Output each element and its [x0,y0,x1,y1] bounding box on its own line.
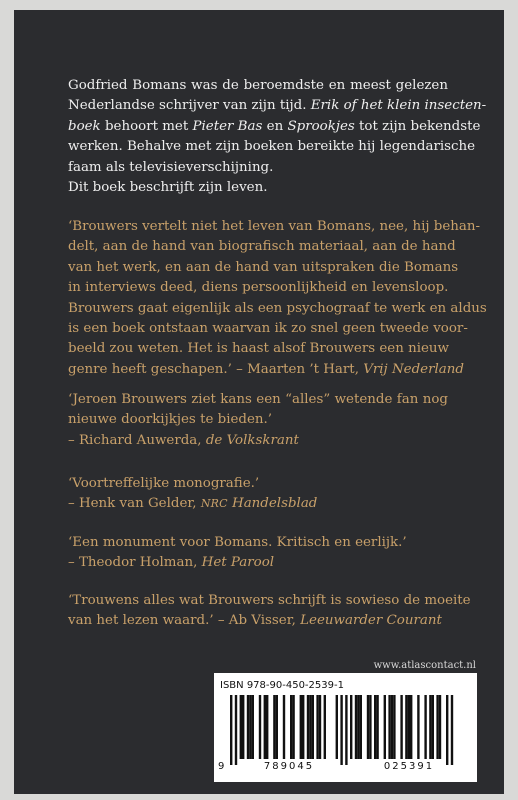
attribution-author: – Richard Auwerda, [68,432,206,448]
attribution-source: Vrij Nederland [363,361,464,377]
attribution-author: – Henk van Gelder, [68,496,201,512]
quote-line: van het werk, en aan de hand van uitspraken die Bomans [68,259,459,275]
review-quote-maarten-t-hart [68,217,487,380]
quote-line: ‘Voortreffelijke monografie.’ [68,476,260,491]
quote-attribution [68,553,448,573]
description-text: tot zijn bekendste [354,118,481,134]
attribution-author: genre heeft geschapen.’ – Maarten ’t Hart, [68,361,364,377]
quote-attribution [68,611,448,631]
quote-line: in interviews deed, diens persoonlijkheid en levensloop. [68,280,449,296]
attribution-source-nrc: NRC [200,497,228,511]
attribution-author: – Theodor Holman, [68,555,202,571]
quote-line: delt, aan de hand van biografisch materiaal, aan de hand [68,239,456,255]
description-line [68,96,487,116]
quote-line: beeld zou weten. Het is haast alsof Brouwers een nieuw [68,341,450,357]
review-quote-theodor-holman [68,533,448,574]
quote-line: is een boek ontstaan waarvan ik zo snel geen tweede voor- [68,321,468,337]
quote-line: ‘Een monument voor Bomans. Kritisch en eerlijk.’ [68,535,407,550]
quote-line: Brouwers gaat eigenlijk als een psychograaf te werk en aldus [68,300,487,316]
quote-attribution [68,431,448,451]
book-title-erik: Erik of het klein insecten- [310,98,487,114]
publisher-url: www.atlascontact.nl [373,660,476,671]
quote-line: nieuwe doorkijkjes te bieden.’ [68,412,273,428]
review-quote-henk-van-gelder [68,474,448,515]
barcode-digits-left: 789045 [263,761,315,772]
attribution-source: Het Parool [201,555,275,571]
attribution-source: de Volkskrant [205,432,299,448]
review-quote-richard-auwerda [68,390,448,451]
description-line: faam als televisieverschijning. [68,159,274,175]
quote-attribution [68,494,448,514]
description-text: behoort met [100,118,193,134]
description-line: Godfried Bomans was de beroemdste en meest gelezen [68,78,448,93]
isbn-label: ISBN 978-90-450-2539-1 [220,680,344,691]
quote-line: ‘Trouwens alles wat Brouwers schrijft is sowieso de moeite [68,593,471,608]
description-line [68,117,481,137]
description-line: Dit boek beschrijft zijn leven. [68,180,268,196]
isbn-barcode-panel [214,673,477,782]
attribution-source: Leeuwarder Courant [300,613,442,629]
barcode-icon [230,695,462,765]
description-text: Nederlandse schrijver van zijn tijd. [68,98,311,114]
quote-attribution [68,360,464,380]
description-text: en [262,118,288,134]
barcode-digits-right: 025391 [383,761,435,772]
back-cover [14,10,504,794]
description-line: werken. Behalve met zijn boeken bereikte hij legendarische [68,139,476,155]
book-description [68,76,487,198]
barcode-first-digit: 9 [218,761,225,772]
book-title-pieter-bas: Pieter Bas [192,118,263,134]
quote-line: ‘Jeroen Brouwers ziet kans een “alles” wetende fan nog [68,392,448,407]
book-title-sprookjes: Sprookjes [287,118,355,134]
book-title-erik-cont: boek [68,118,101,134]
attribution-author: van het lezen waard.’ – Ab Visser, [68,613,301,629]
review-quote-ab-visser [68,591,471,632]
attribution-source: Handelsblad [227,496,318,512]
quote-line: ‘Brouwers vertelt niet het leven van Bomans, nee, hij behan- [68,219,481,234]
